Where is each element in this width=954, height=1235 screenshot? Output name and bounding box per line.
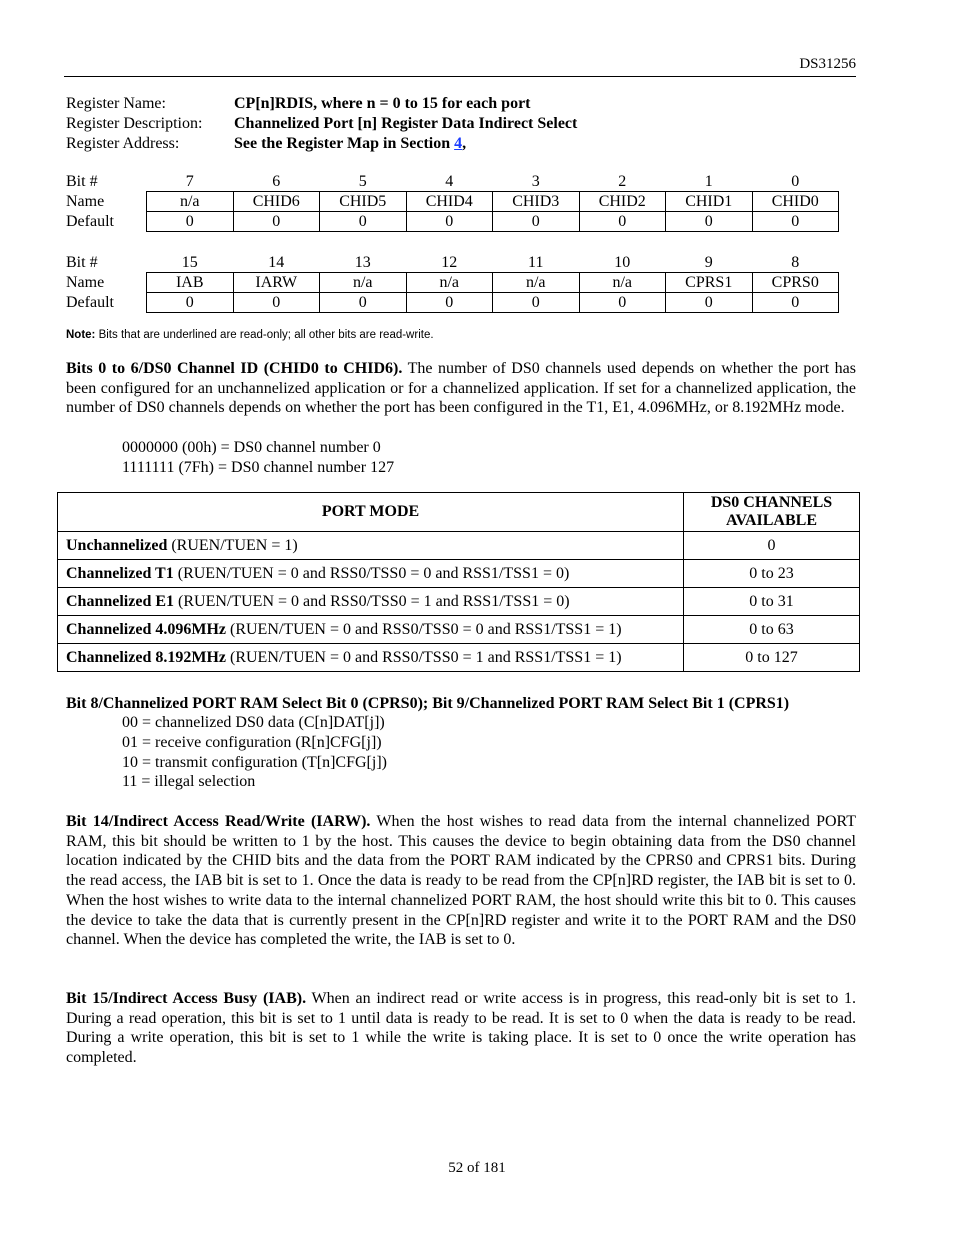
register-address-row — [66, 134, 577, 154]
register-name-row — [66, 94, 577, 114]
bit-number: 1 — [704, 173, 713, 190]
table-row — [58, 560, 860, 588]
chid-value-line: 0000000 (00h) = DS0 channel number 0 — [122, 439, 381, 456]
channels-cell: 0 to 23 — [684, 560, 860, 588]
channels-header-line1: DS0 CHANNELS — [710, 494, 833, 511]
bit-default: 0 — [233, 293, 320, 313]
port-mode-name: Unchannelized — [66, 536, 168, 554]
cprs-value-line: 11 = illegal selection — [122, 773, 256, 790]
bit-number: 2 — [618, 173, 627, 190]
table-row — [58, 644, 860, 672]
bit-name: n/a — [493, 273, 580, 293]
bit-name: CHID5 — [320, 192, 407, 212]
bit-name: n/a — [406, 273, 493, 293]
port-mode-condition: (RUEN/TUEN = 0 and RSS0/TSS0 = 1 and RSS1/TSS1 = 0) — [174, 592, 570, 610]
bit-default: 0 — [579, 212, 666, 232]
read-only-note — [66, 329, 434, 341]
bit-default-row — [64, 293, 839, 313]
register-address-label: Register Address: — [66, 135, 180, 152]
bit-number: 14 — [268, 254, 285, 271]
bit-number: 8 — [791, 254, 800, 271]
bit-name: n/a — [320, 273, 407, 293]
iab-body: When an indirect read or write access is in progress, this read-only bit is set to 1. During a read operation, this bit is set to 1 until data is ready to be read. It is set to 0 when the data is ready to be read. During a write operation, this bit is set to 1 while the write is taking place. It is set to 0 once the write operation has completed. — [66, 990, 856, 1067]
default-row-label: Default — [66, 213, 114, 230]
bit-row-label: Bit # — [66, 254, 98, 272]
bit-default: 0 — [406, 293, 493, 313]
port-mode-name: Channelized T1 — [66, 564, 174, 582]
bit-number: 3 — [531, 173, 540, 190]
bit-default: 0 — [320, 212, 407, 232]
chid-title: Bits 0 to 6/DS0 Channel ID (CHID0 to CHID6). — [66, 360, 403, 377]
port-mode-cell — [58, 532, 684, 560]
bit-default: 0 — [666, 212, 753, 232]
bit-name: IARW — [233, 273, 320, 293]
port-mode-condition: (RUEN/TUEN = 0 and RSS0/TSS0 = 0 and RSS1/TSS1 = 1) — [226, 620, 622, 638]
bit-name: CHID4 — [406, 192, 493, 212]
doc-id: DS31256 — [799, 56, 856, 72]
bit-default: 0 — [147, 212, 234, 232]
cprs-title-text: Bit 8/Channelized PORT RAM Select Bit 0 (CPRS0); Bit 9/Channelized PORT RAM Select Bit 1 (CPRS1) — [66, 695, 790, 712]
bit-default: 0 — [666, 293, 753, 313]
register-address-value — [234, 134, 466, 154]
channels-cell: 0 to 63 — [684, 616, 860, 644]
chid-value-line: 1111111 (7Fh) = DS0 channel number 127 — [122, 459, 395, 476]
bit-default: 0 — [752, 212, 839, 232]
bit-number-row — [64, 253, 839, 273]
cprs-title — [66, 694, 856, 714]
bit-number: 11 — [528, 254, 544, 271]
channels-header — [684, 493, 860, 532]
chid-body: The number of DS0 channels used depends on whether the port has been configured for an unchannelized application or for a channelized application. If set for a channelized application, the number of DS0 channels depends on whether the port has been configured in the T1, E1, 4.096MHz, or 8.192MHz mode. — [66, 360, 857, 417]
table-row — [58, 616, 860, 644]
bit-default: 0 — [147, 293, 234, 313]
bit-name: CHID6 — [233, 192, 320, 212]
bit-default: 0 — [493, 293, 580, 313]
bit-number: 7 — [185, 173, 194, 190]
bit-default: 0 — [752, 293, 839, 313]
header-rule — [64, 76, 856, 77]
cprs-value-line: 00 = channelized DS0 data (C[n]DAT[j]) — [122, 714, 385, 731]
bit-default-row — [64, 212, 839, 232]
bit-name: n/a — [579, 273, 666, 293]
bit-name: n/a — [147, 192, 234, 212]
register-description-row — [66, 114, 577, 134]
bit-number: 5 — [358, 173, 367, 190]
default-row-label: Default — [66, 294, 114, 311]
cprs-value-line: 10 = transmit configuration (T[n]CFG[j]) — [122, 754, 387, 771]
port-mode-name: Channelized E1 — [66, 592, 175, 610]
bit-table-low — [64, 172, 839, 232]
port-mode-condition: (RUEN/TUEN = 1) — [167, 536, 298, 554]
bit-number: 10 — [614, 254, 631, 271]
section-link[interactable]: 4 — [454, 135, 463, 152]
bit-name: CHID2 — [579, 192, 666, 212]
bit-name-row — [64, 192, 839, 212]
register-name-label: Register Name: — [66, 95, 166, 112]
channels-header-line2: AVAILABLE — [725, 512, 817, 529]
bit-number: 4 — [445, 173, 454, 190]
cprs-value-line: 01 = receive configuration (R[n]CFG[j]) — [122, 734, 382, 751]
port-mode-cell — [58, 644, 684, 672]
bit-row-label: Bit # — [66, 173, 98, 191]
bit-name: CPRS0 — [752, 273, 839, 293]
port-mode-header: PORT MODE — [58, 493, 684, 532]
bit-number: 13 — [354, 254, 371, 271]
channels-cell: 0 to 31 — [684, 588, 860, 616]
port-mode-cell — [58, 616, 684, 644]
register-description-label: Register Description: — [66, 115, 203, 132]
bit-default: 0 — [579, 293, 666, 313]
bit-number: 0 — [791, 173, 800, 190]
port-mode-name: Channelized 4.096MHz — [66, 620, 226, 638]
port-mode-cell — [58, 588, 684, 616]
page-number: 52 of 181 — [448, 1160, 506, 1176]
name-row-label: Name — [66, 274, 105, 291]
bit-number: 12 — [441, 254, 458, 271]
channels-cell: 0 — [684, 532, 860, 560]
iab-title: Bit 15/Indirect Access Busy (IAB). — [66, 990, 307, 1007]
iab-description — [66, 989, 856, 1068]
iarw-body: When the host wishes to read data from the internal channelized PORT RAM, this bit should be written to 1 by the host. This causes the device to begin obtaining data from the DS0 channel location indicated by the CHID bits and the data from the PORT RAM indicated by the CPRS0 and CPRS1 bits. During the read access, the IAB bit is set to 1. Once the data is ready to be read from the CP[n]RD register, the IAB bit is set to 0. When the host wishes to write data to the internal channelized PORT RAM, the host should write this bit to 0. This causes the device to take the data that is currently present in the CP[n]RD register and write it to the PORT RAM and the DS0 channel. When the device has completed the write, the IAB is set to 0. — [66, 813, 857, 949]
register-name-value: CP[n]RDIS, where n = 0 to 15 for each port — [234, 95, 531, 112]
bit-name: CHID1 — [666, 192, 753, 212]
bit-default: 0 — [493, 212, 580, 232]
bit-name: CPRS1 — [666, 273, 753, 293]
register-description-value: Channelized Port [n] Register Data Indirect Select — [234, 115, 578, 132]
bit-name: CHID0 — [752, 192, 839, 212]
table-row — [58, 588, 860, 616]
port-mode-name: Channelized 8.192MHz — [66, 648, 226, 666]
bit-number: 9 — [704, 254, 713, 271]
register-address-suffix: , — [462, 135, 467, 152]
iarw-title: Bit 14/Indirect Access Read/Write (IARW). — [66, 813, 371, 830]
bit-table-high — [64, 253, 839, 313]
bit-name: IAB — [147, 273, 234, 293]
port-mode-condition: (RUEN/TUEN = 0 and RSS0/TSS0 = 0 and RSS1/TSS1 = 0) — [173, 564, 570, 582]
register-info — [66, 94, 577, 154]
bit-number: 6 — [272, 173, 281, 190]
iarw-description — [66, 812, 856, 950]
bit-name: CHID3 — [493, 192, 580, 212]
bit-name-row — [64, 273, 839, 293]
channels-cell: 0 to 127 — [684, 644, 860, 672]
note-text: Bits that are underlined are read-only; all other bits are read-write. — [95, 329, 434, 341]
bit-default: 0 — [406, 212, 493, 232]
port-mode-header-row — [58, 493, 860, 532]
bit-default: 0 — [320, 293, 407, 313]
register-address-text: See the Register Map in Section — [234, 135, 455, 152]
chid-description — [66, 359, 856, 418]
bit-default: 0 — [233, 212, 320, 232]
port-mode-condition: (RUEN/TUEN = 0 and RSS0/TSS0 = 1 and RSS1/TSS1 = 1) — [226, 648, 622, 666]
bit-number: 15 — [181, 254, 198, 271]
bit-number-row — [64, 172, 839, 192]
table-row — [58, 532, 860, 560]
name-row-label: Name — [66, 193, 105, 210]
note-label: Note: — [66, 329, 96, 341]
port-mode-cell — [58, 560, 684, 588]
port-mode-table — [57, 492, 860, 672]
